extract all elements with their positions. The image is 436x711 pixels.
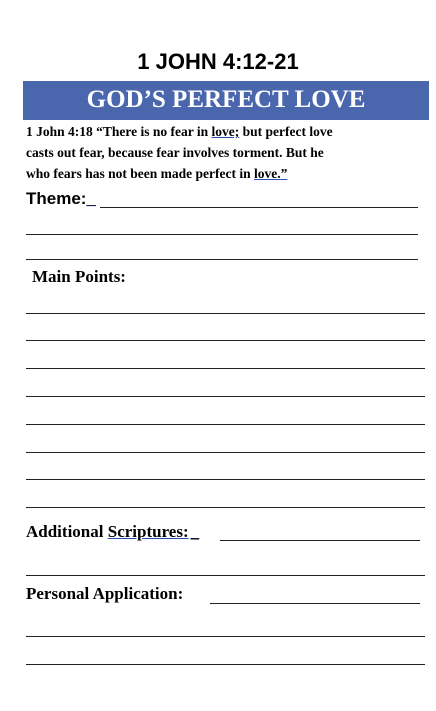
verse-line-1-start: 1 John 4:18 “There is no fear in <box>26 124 212 139</box>
additional-scriptures-write-line[interactable] <box>26 575 425 576</box>
main-points-write-line[interactable] <box>26 507 425 508</box>
theme-label-text: Theme: <box>26 189 87 208</box>
main-points-write-line[interactable] <box>26 340 425 341</box>
additional-scriptures-write-line[interactable] <box>220 540 420 541</box>
additional-scriptures-word: Scriptures: <box>107 522 189 541</box>
verse-line-2: casts out fear, because fear involves torment. But he <box>26 145 324 160</box>
theme-label <box>26 188 96 210</box>
main-points-label: Main Points: <box>32 267 126 286</box>
verse-line-3 <box>26 163 287 184</box>
main-points-write-line[interactable] <box>26 479 425 480</box>
main-points-write-line[interactable] <box>26 368 425 369</box>
personal-application-label: Personal Application: <box>26 584 184 603</box>
theme-write-line[interactable] <box>100 207 418 208</box>
main-points-write-line[interactable] <box>26 313 425 314</box>
verse-line-1 <box>26 121 333 142</box>
verse-word-love-end: love.” <box>253 166 288 181</box>
theme-underscore: _ <box>86 189 96 208</box>
main-points-write-line[interactable] <box>26 424 425 425</box>
verse-line-1-end: but perfect love <box>239 124 333 139</box>
additional-scriptures-label <box>26 521 199 543</box>
additional-scriptures-start: Additional <box>26 522 108 541</box>
main-points-write-line[interactable] <box>26 396 425 397</box>
theme-write-line[interactable] <box>26 234 418 235</box>
theme-write-line[interactable] <box>26 259 418 260</box>
verse-line-3-start: who fears has not been made perfect in <box>26 166 254 181</box>
verse-word-love: love; <box>211 124 240 139</box>
banner-title: GOD’S PERFECT LOVE <box>86 86 366 113</box>
personal-application-write-line[interactable] <box>26 636 425 637</box>
personal-application-write-line[interactable] <box>210 603 420 604</box>
scripture-reference: 1 JOHN 4:12-21 <box>137 49 299 74</box>
personal-application-write-line[interactable] <box>26 664 425 665</box>
main-points-write-line[interactable] <box>26 452 425 453</box>
additional-scriptures-underscore: _ <box>190 522 200 541</box>
